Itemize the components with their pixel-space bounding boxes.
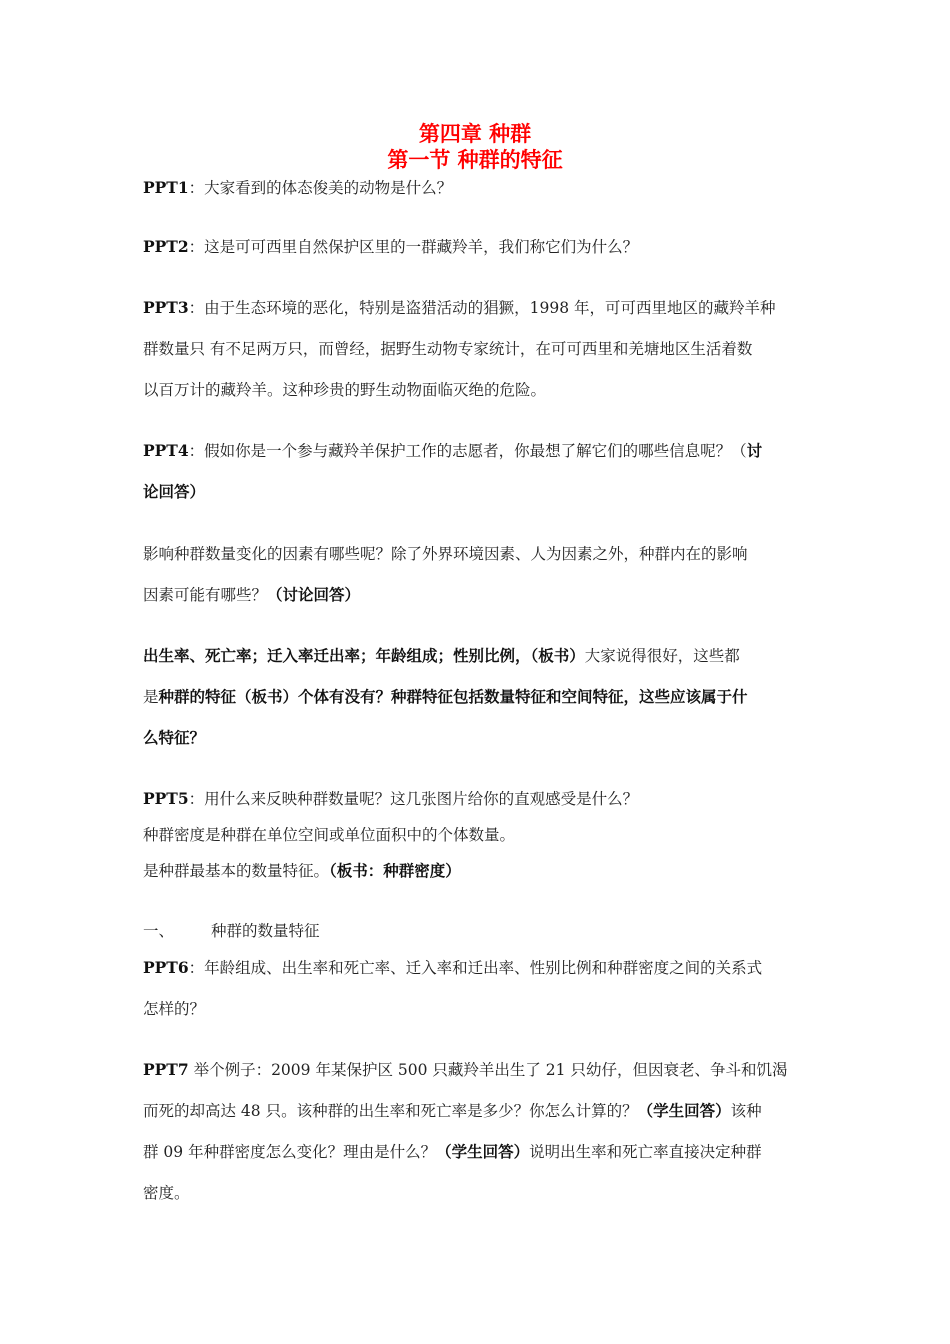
ppt7-line-1 (143, 1059, 813, 1081)
ppt4-line-1 (143, 440, 813, 462)
factors-bold-2: （讨论回答） (267, 585, 361, 604)
ppt6-text-1: ：年龄组成、出生率和死亡率、迁入率和迁出率、性别比例和种群密度之间的关系式 (188, 959, 763, 977)
ppt7-text-1: 举个例子：2009 年某保护区 500 只藏羚羊出生了 21 只幼仔，但因衰老、争斗和饥渴 (188, 1061, 788, 1079)
ppt2-label: PPT2 (143, 237, 189, 256)
ppt7-bold-3: （学生回答） (436, 1142, 530, 1161)
ppt3-line-3: 以百万计的藏羚羊。这种珍贵的野生动物面临灭绝的危险。 (143, 381, 547, 399)
section-title: 第一节 种群的特征 (387, 148, 563, 172)
ppt2-paragraph (143, 236, 813, 258)
ppt7-line-3 (143, 1141, 813, 1163)
board-bold-1: 出生率、死亡率；迁入率迁出率；年龄组成；性别比例，（板书） (143, 646, 585, 665)
ppt4-text-1: ：假如你是一个参与藏羚羊保护工作的志愿者，你最想了解它们的哪些信息呢？（ (188, 442, 747, 460)
ppt6-line-1 (143, 957, 813, 979)
ppt3-label: PPT3 (143, 298, 189, 317)
factors-text-2: 因素可能有哪些？ (143, 586, 268, 604)
ppt3-line-2: 群数量只 有不足两万只，而曾经，据野生动物专家统计，在可可西里和羌塘地区生活着数 (143, 340, 753, 358)
board-line-1 (143, 645, 813, 667)
ppt7-line-4: 密度。 (143, 1184, 190, 1202)
ppt1-label: PPT1 (143, 178, 189, 197)
ppt1-text: ：大家看到的体态俊美的动物是什么？ (188, 179, 453, 197)
ppt7-text-3-end: 说明出生率和死亡率直接决定种群 (529, 1143, 762, 1161)
ppt4-label: PPT4 (143, 441, 189, 460)
ppt7-label: PPT7 (143, 1060, 189, 1079)
ppt5-label: PPT5 (143, 789, 189, 808)
ppt5-line-2: 种群密度是种群在单位空间或单位面积中的个体数量。 (143, 826, 516, 844)
ppt6-label: PPT6 (143, 958, 189, 977)
ppt7-line-2 (143, 1100, 813, 1122)
ppt7-text-3: 群 09 年种群密度怎么变化？理由是什么？ (143, 1143, 437, 1161)
board-line-2 (143, 686, 813, 708)
ppt7-text-2: 而死的却高达 48 只。该种群的出生率和死亡率是多少？你怎么计算的？ (143, 1102, 638, 1120)
ppt2-text: ：这是可可西里自然保护区里的一群藏羚羊，我们称它们为什么？ (188, 238, 639, 256)
ppt5-text-3: 是种群最基本的数量特征。 (143, 862, 330, 880)
ppt7-bold-2: （学生回答） (637, 1101, 731, 1120)
ppt5-line-3 (143, 860, 813, 882)
ppt7-text-2-end: 该种 (730, 1102, 762, 1120)
section-heading-text: 种群的数量特征 (211, 922, 320, 940)
chapter-title: 第四章 种群 (418, 122, 532, 146)
ppt3-text-1: ：由于生态环境的恶化，特别是盗猎活动的猖獗，1998 年，可可西里地区的藏羚羊种 (188, 299, 776, 317)
factors-line-2 (143, 584, 813, 606)
ppt5-bold-3: （板书：种群密度） (329, 861, 461, 880)
ppt4-bold-1: 讨 (746, 441, 763, 460)
ppt4-line-2: 论回答） (143, 482, 206, 501)
ppt1-paragraph (143, 177, 813, 199)
board-line-3: 么特征？ (143, 728, 206, 747)
ppt5-line-1 (143, 788, 813, 810)
section-number: 一、 (143, 922, 175, 940)
ppt5-text-1: ：用什么来反映种群数量呢？这几张图片给你的直观感受是什么？ (188, 790, 639, 808)
board-text-1: 大家说得很好，这些都 (584, 647, 740, 665)
section-heading (143, 920, 813, 942)
ppt6-line-2: 怎样的？ (143, 1000, 206, 1018)
board-text-2: 是 (143, 688, 159, 706)
factors-line-1: 影响种群数量变化的因素有哪些呢？除了外界环境因素、人为因素之外，种群内在的影响 (143, 545, 748, 563)
ppt3-line-1 (143, 297, 813, 319)
board-bold-2: 种群的特征（板书）个体有没有？种群特征包括数量特征和空间特征，这些应该属于什 (158, 687, 748, 706)
